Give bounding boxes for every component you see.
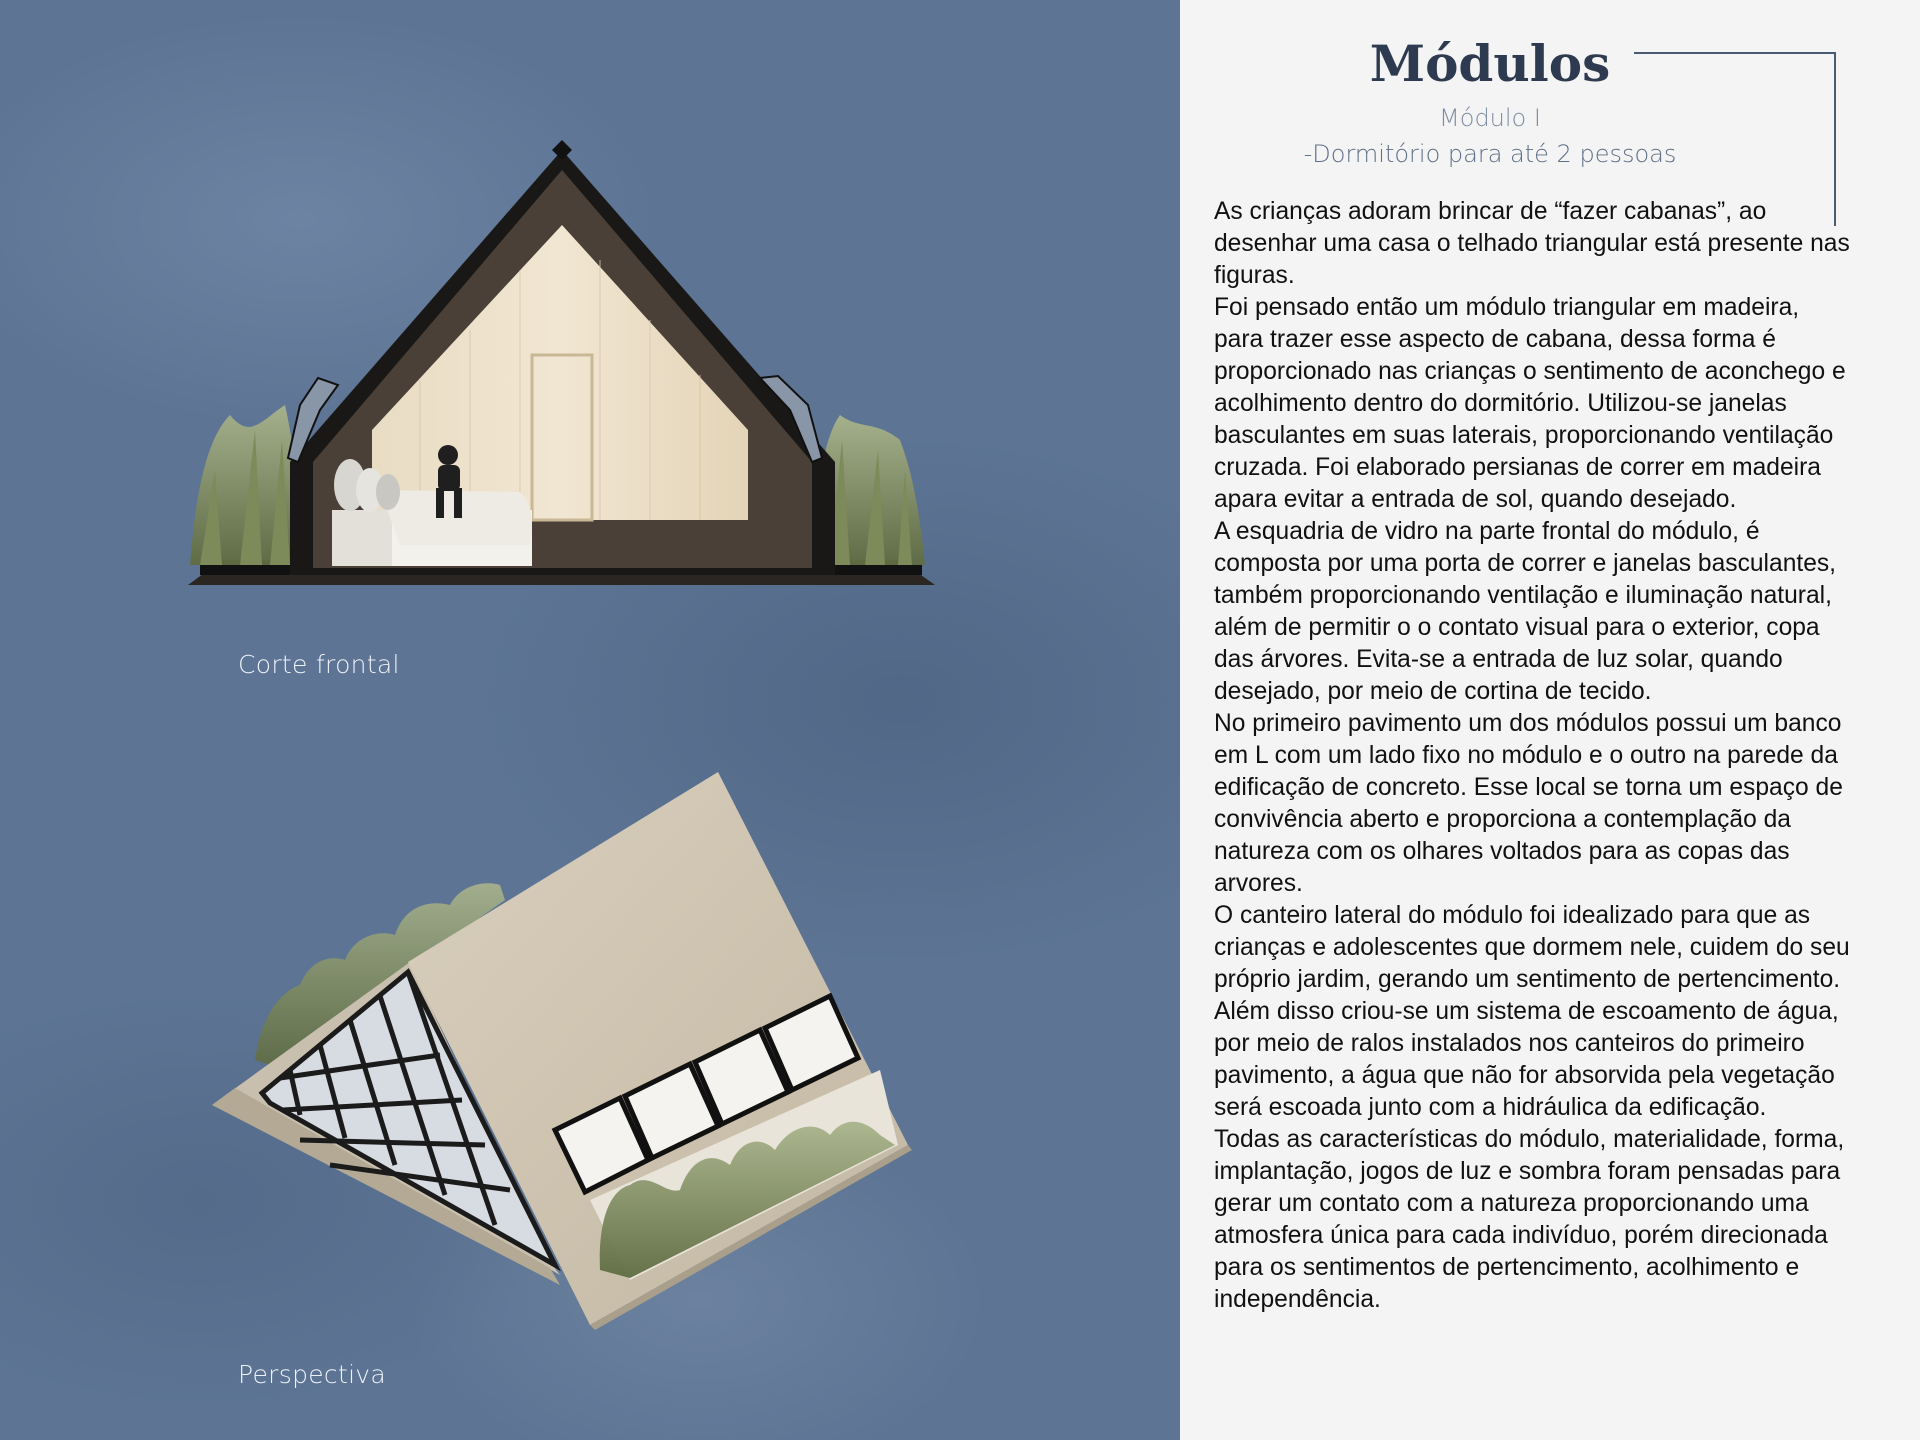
front-section-caption: Corte frontal — [238, 650, 400, 679]
module-description: -Dormitório para até 2 pessoas — [1303, 140, 1677, 168]
paragraph: No primeiro pavimento um dos módulos possui um banco em L com um lado fixo no módulo e o outro na parede da edificação de concreto. Esse local se torna um espaço de convivência aberto e proporciona a contemplação da natureza com os olhares voltados para as copas das arvores. — [1214, 710, 1843, 897]
paragraph: Todas as características do módulo, materialidade, forma, implantação, jogos de luz e sombra foram pensadas para gerar um contato com a natureza proporcionando uma atmosfera única para cada indivíduo, porém direcionada para os sentimentos de pertencimento, acolhimento e independência. — [1214, 1126, 1845, 1313]
front-section-drawing — [188, 140, 935, 585]
perspective-caption: Perspectiva — [238, 1360, 387, 1389]
paragraph: A esquadria de vidro na parte frontal do módulo, é composta por uma porta de correr e janelas basculantes, também proporcionando ventilação e iluminação natural, além de permitir o o contato visual para o exterior, copa das árvores. Evita-se a entrada de luz solar, quando desejado, por meio de cortina de tecido. — [1214, 518, 1837, 705]
paragraph: Foi pensado então um módulo triangular em madeira, para trazer esse aspecto de cabana, dessa forma é proporcionado nas crianças o sentimento de aconchego e acolhimento dentro do dormitório. Utilizou-se janelas basculantes em suas laterais, proporcionando ventilação cruzada. Foi elaborado persianas de correr em madeira apara evitar a entrada de sol, quando desejado. — [1214, 294, 1846, 513]
module-subtitle: Módulo I — [1439, 104, 1541, 132]
paragraph: As crianças adoram brincar de “fazer cabanas”, ao desenhar uma casa o telhado triangular está presente nas figuras. — [1214, 198, 1850, 289]
left-plants — [190, 405, 300, 565]
page-title: Módulos — [1369, 34, 1611, 93]
text-panel — [1180, 0, 1920, 1440]
perspective-drawing — [212, 772, 912, 1330]
body-text — [1214, 196, 1854, 1316]
paragraph: O canteiro lateral do módulo foi idealizado para que as crianças e adolescentes que dormem nele, cuidem do seu próprio jardim, gerando um sentimento de pertencimento. Além disso criou-se um sistema de escoamento de água, por meio de ralos instalados nos canteiros do primeiro pavimento, a água que não for absorvida pela vegetação será escoada junto com a hidráulica da edificação. — [1214, 902, 1850, 1121]
